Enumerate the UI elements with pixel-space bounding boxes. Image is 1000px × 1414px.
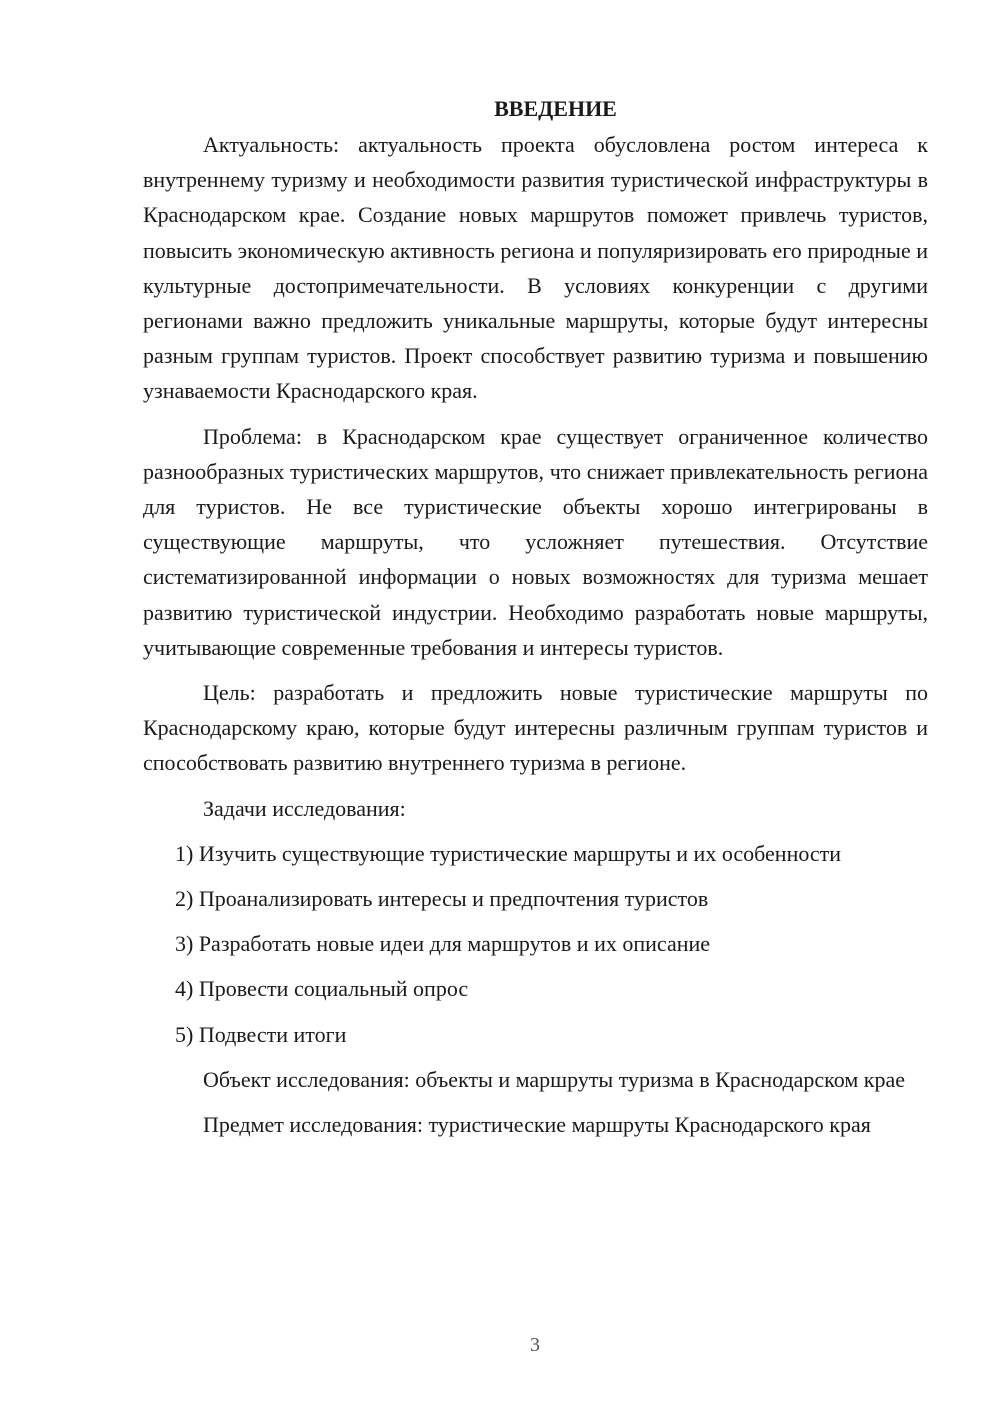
page-number: 3 [530,1334,540,1356]
goal-paragraph: Цель: разработать и предложить новые туристические маршруты по Краснодарскому краю, которые будут интересны различным группам туристов и способствовать развитию внутреннего туризма в регионе. [143,680,928,776]
problem-paragraph: Проблема: в Краснодарском крае существует ограниченное количество разнообразных туристических маршрутов, что снижает привлекательность региона для туристов. Не все туристические объекты хорошо интегрированы в существующие маршруты, что усложняет путешествия. Отсутствие систематизированной информации о новых возможностях для туризма мешает развитию туристической индустрии. Необходимо разработать новые маршруты, учитывающие современные требования и интересы туристов. [143,423,928,660]
task-item: 1) Изучить существующие туристические маршруты и их особенности [175,840,842,866]
object-paragraph: Объект исследования: объекты и маршруты туризма в Краснодарском крае [203,1066,905,1092]
task-item: 3) Разработать новые идеи для маршрутов и их описание [175,931,711,957]
subject-paragraph: Предмет исследования: туристические маршруты Краснодарского края [203,1112,871,1138]
task-item: 4) Провести социальный опрос [175,976,469,1002]
page-content [143,93,928,1152]
tasks-heading: Задачи исследования: [203,795,406,821]
task-item: 5) Подвести итоги [175,1021,347,1047]
tasks-list [143,836,928,1052]
task-item: 2) Проанализировать интересы и предпочтения туристов [175,886,709,912]
relevance-paragraph: Актуальность: актуальность проекта обусловлена ростом интереса к внутреннему туризму и необходимости развития туристической инфраструктуры в Краснодарском крае. Создание новых маршрутов поможет привлечь туристов, повысить экономическую активность региона и популяризировать его природные и культурные достопримечательности. В условиях конкуренции с другими регионами важно предложить уникальные маршруты, которые будут интересны разным группам туристов. Проект способствует развитию туризма и повышению узнаваемости Краснодарского края. [143,132,928,404]
page-title: ВВЕДЕНИЕ [494,96,617,121]
